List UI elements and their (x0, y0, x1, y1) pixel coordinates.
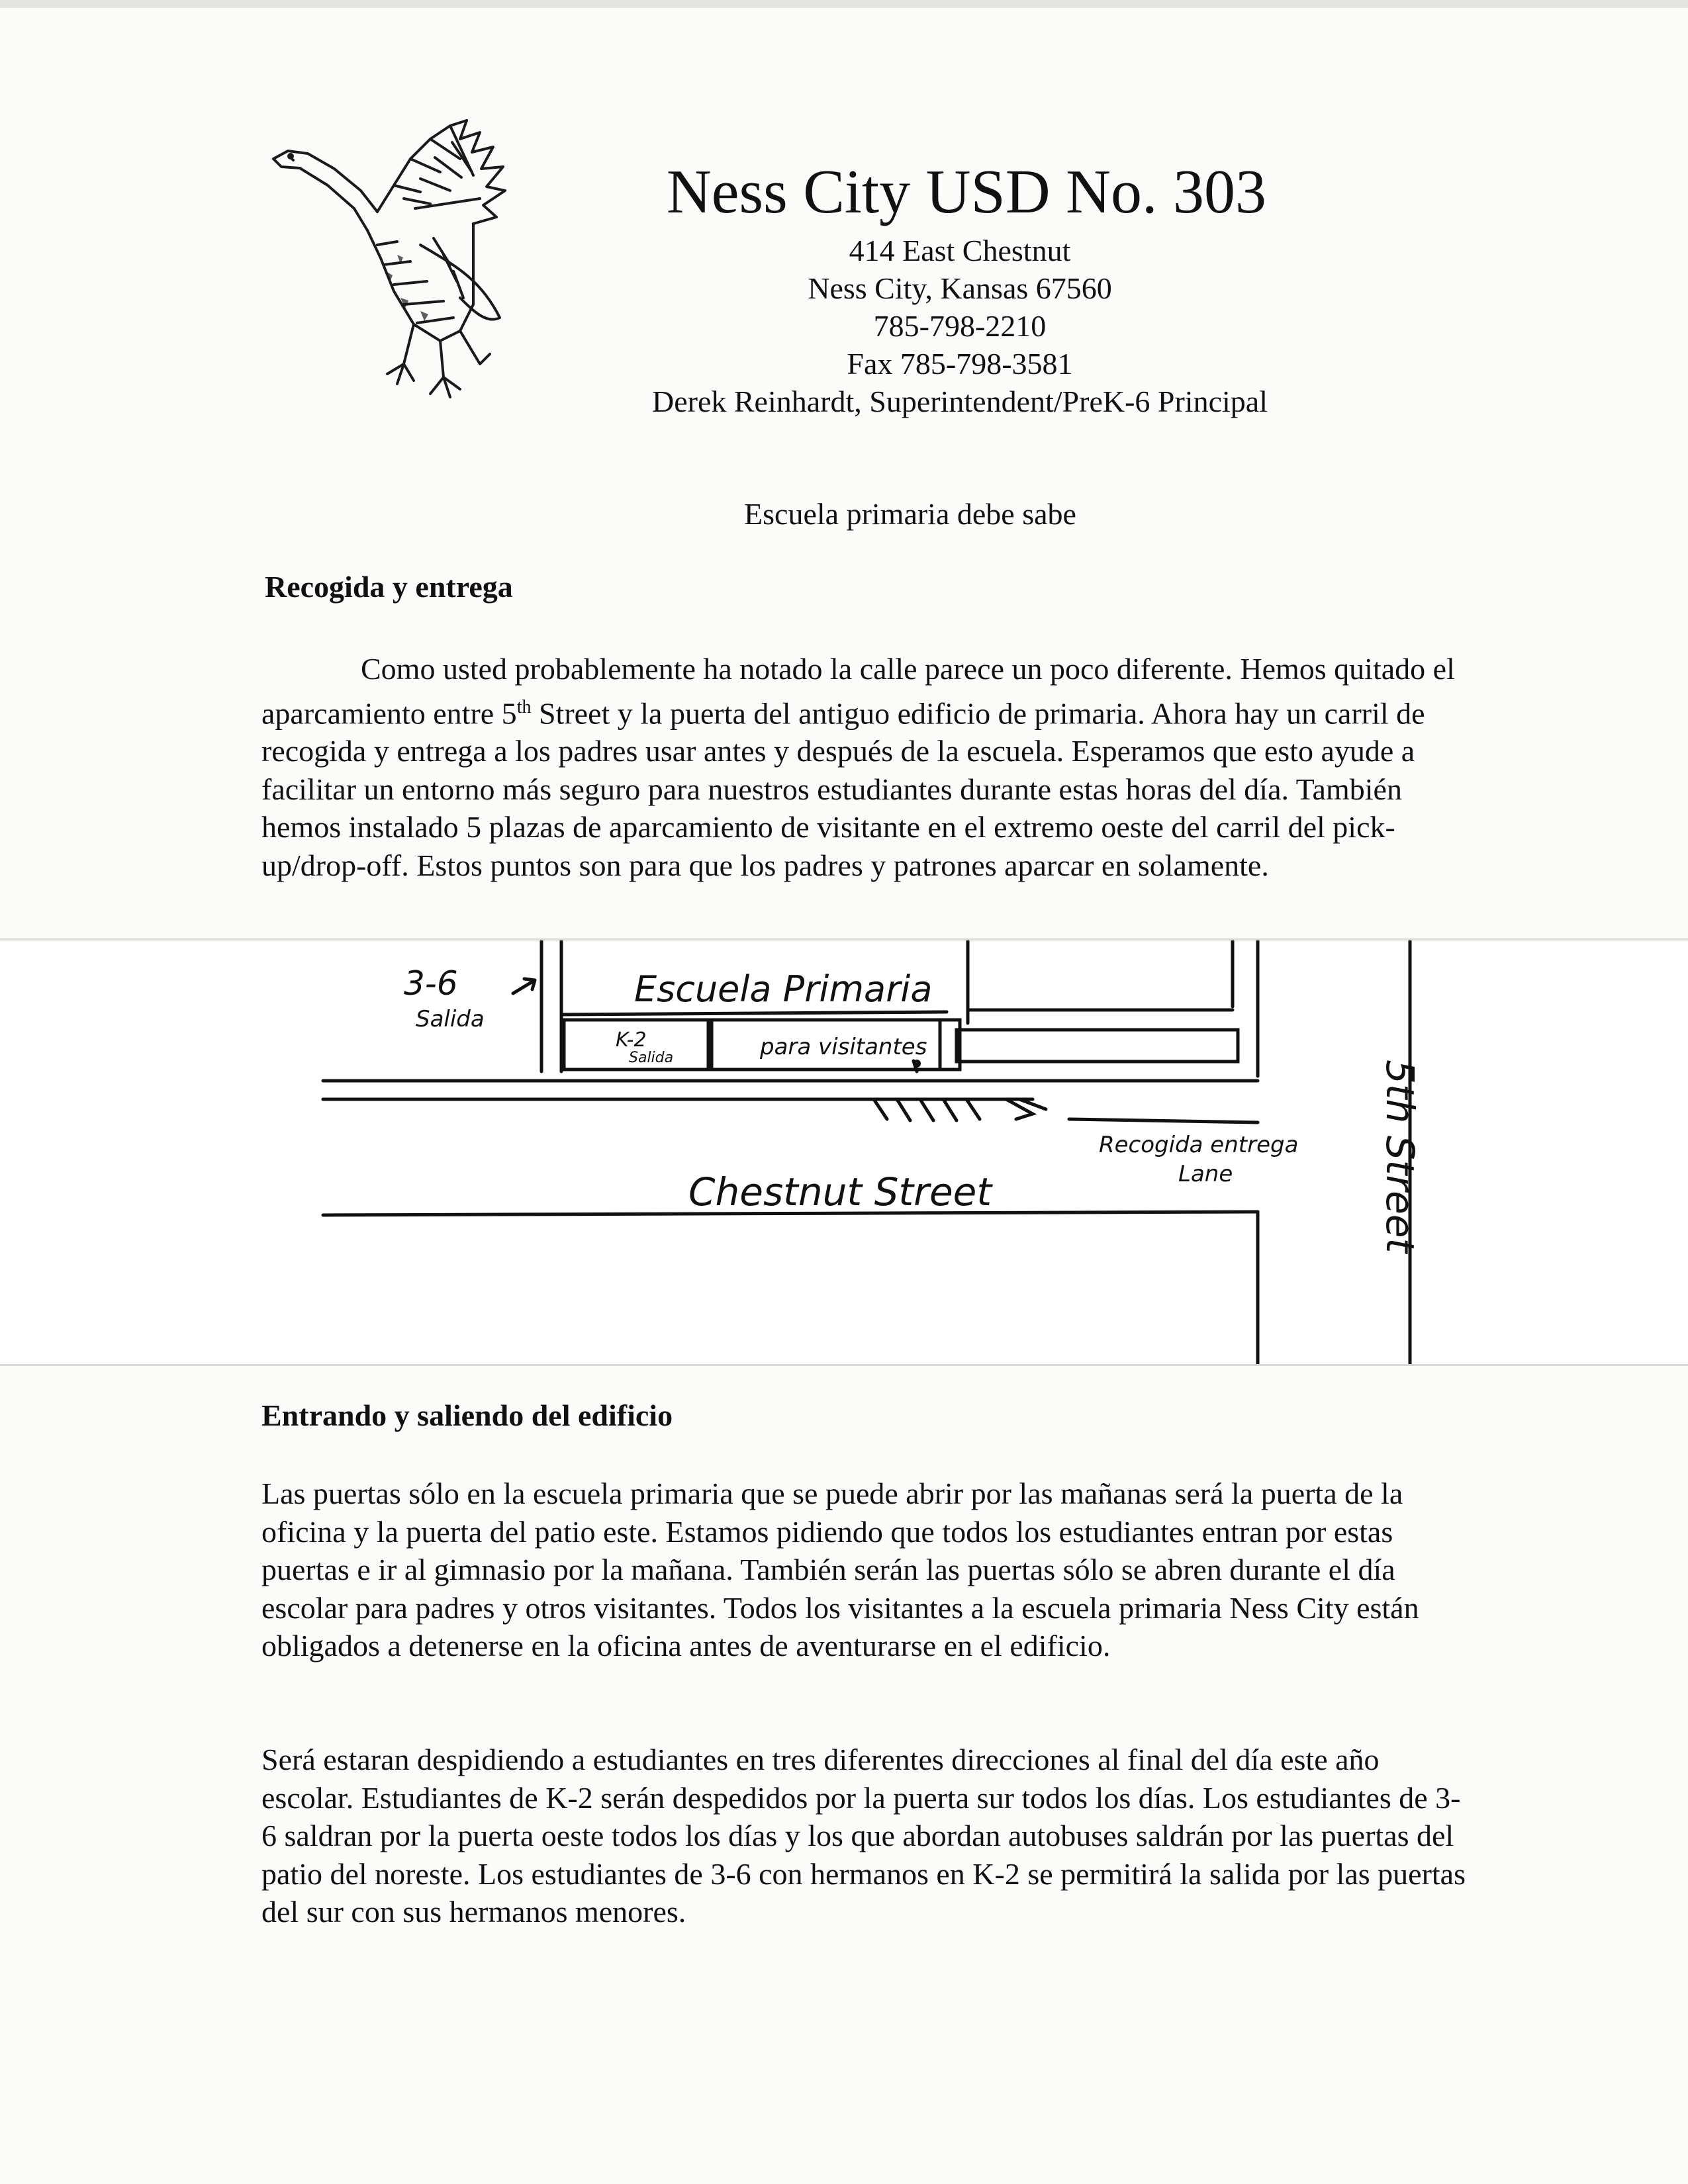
label-k2-salida: Salida (629, 1050, 674, 1066)
street-address: 414 East Chestnut (849, 234, 1071, 267)
contact-name: Derek Reinhardt, Superintendent/PreK-6 Principal (652, 385, 1268, 418)
paragraph-recogida (261, 650, 1466, 884)
paragraph-despedida (261, 1741, 1466, 1931)
label-5th-street: 5th Street (1378, 1060, 1423, 1253)
section-heading-recogida: Recogida y entrega (265, 570, 513, 604)
address-block (549, 232, 1370, 420)
phone-number: 785-798-2210 (873, 309, 1047, 343)
scan-edge (0, 0, 1688, 8)
label-salida: Salida (416, 1006, 485, 1032)
label-lane: Lane (1178, 1161, 1233, 1187)
label-chestnut-street: Chestnut Street (688, 1169, 992, 1214)
map-insert (0, 938, 1688, 1366)
paragraph-entrando-text: Las puertas sólo en la escuela primaria que se puede abrir por las mañanas será la puerta de la oficina y la puerta del patio este. Estamos pidiendo que todos los estudiantes entran por estas puertas e ir al gimnasio por la mañana. También serán las puertas sólo se abren durante el día escolar para padres y otros visitantes. Todos los visitantes a la escuela primaria Ness City están obligados a detenerse en la oficina antes de aventurarse en el edificio. (261, 1477, 1419, 1662)
label-para-visitantes: para visitantes (760, 1034, 927, 1060)
paragraph-entrando (261, 1475, 1466, 1665)
org-name: Ness City USD No. 303 (666, 158, 1267, 226)
fax-number: Fax 785-798-3581 (847, 347, 1073, 381)
eagle-icon (261, 113, 513, 417)
label-escuela-primaria: Escuela Primaria (634, 968, 933, 1010)
label-recogida-entrega: Recogida entrega (1099, 1132, 1299, 1158)
paragraph-despedida-text: Será estaran despidiendo a estudiantes en tres diferentes direcciones al final del día este año escolar. Estudiantes de K-2 serán despedidos por la puerta sur todos los días. Los estudiantes de 3-6 saldran por la puerta oeste todos los días y los que abordan autobuses saldrán por las puertas del patio del noreste. Los estudiantes de 3-6 con hermanos en K-2 se permitirá la salida por las puertas del sur con sus hermanos menores. (261, 1743, 1466, 1929)
section-heading-entrando: Entrando y saliendo del edificio (261, 1398, 673, 1432)
ordinal-superscript: th (516, 696, 532, 717)
label-k2: K-2 (616, 1028, 647, 1052)
city-state-zip: Ness City, Kansas 67560 (808, 271, 1112, 305)
street-diagram (0, 940, 1688, 1364)
paragraph-recogida-part1: Como usted probablemente ha notado la calle parece un poco diferente. Hemos quitado el aparcamiento entre 5 (261, 652, 1455, 730)
label-3-6: 3-6 (404, 964, 458, 1003)
document-title: Escuela primaria debe sabe (744, 497, 1076, 531)
paragraph-recogida-part2: Street y la puerta del antiguo edificio de primaria. Ahora hay un carril de recogida y entrega a los padres usar antes y después de la escuela. Esperamos que esto ayude a facilitar un entorno más seguro para nuestros estudiantes durante estas horas del día. También hemos instalado 5 plazas de aparcamiento de visitante en el extremo oeste del carril del pick-up/drop-off. Estos puntos son para que los padres y patrones aparcar en solamente. (261, 696, 1425, 882)
